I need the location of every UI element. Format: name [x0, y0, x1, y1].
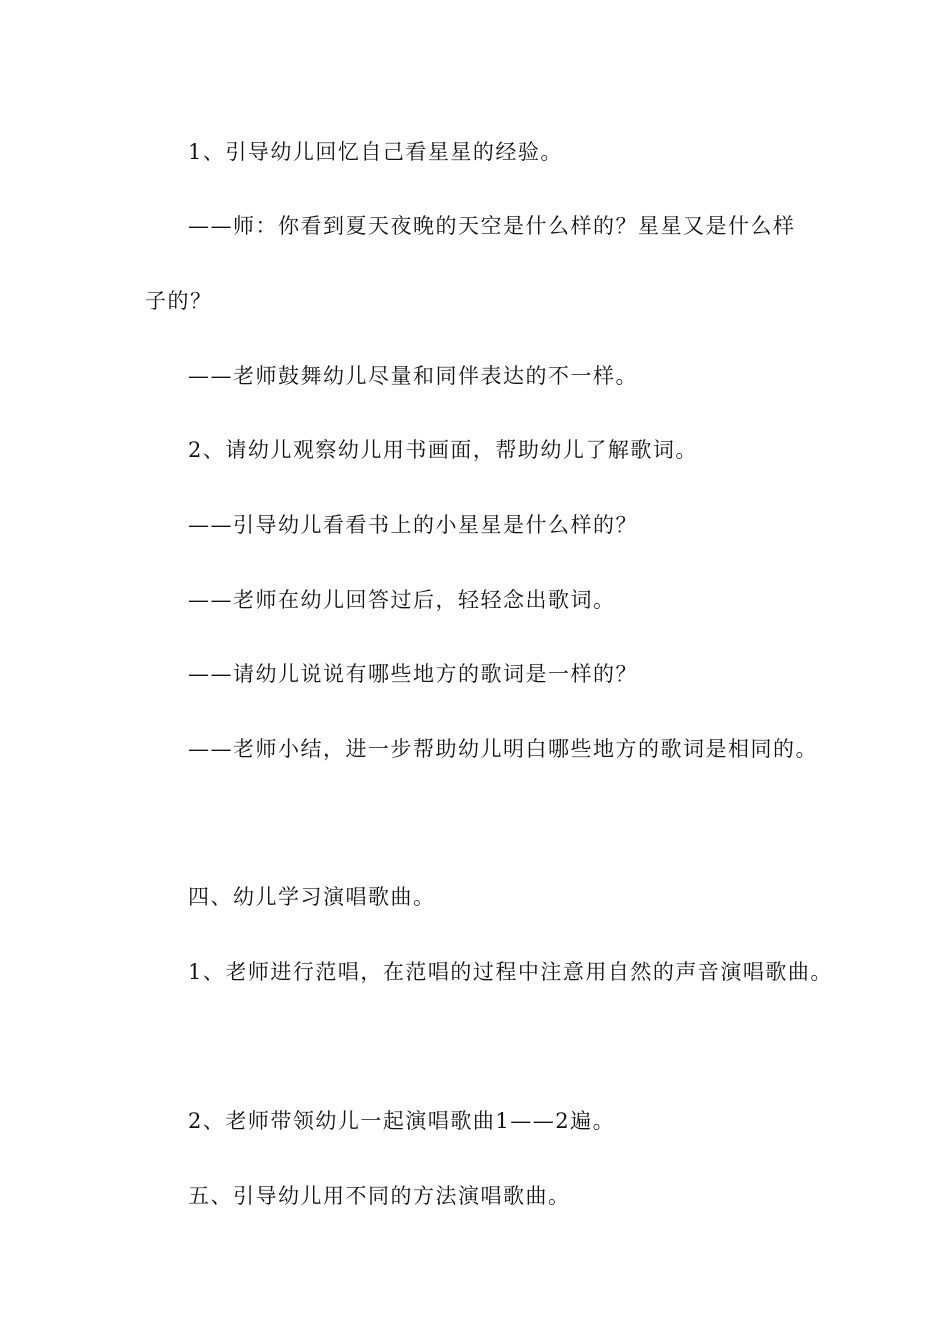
text-line-4: ——老师鼓舞幼儿尽量和同伴表达的不一样。	[188, 364, 638, 388]
text-line-12: 2、老师带领幼儿一起演唱歌曲1——2遍。	[188, 1109, 616, 1133]
text-line-8: ——请幼儿说说有哪些地方的歌词是一样的？	[188, 662, 638, 686]
section-heading-4: 四、幼儿学习演唱歌曲。	[188, 885, 436, 909]
text-line-3: 子的？	[145, 289, 213, 313]
text-line-6: ——引导幼儿看看书上的小星星是什么样的？	[188, 513, 638, 537]
text-line-7: ——老师在幼儿回答过后，轻轻念出歌词。	[188, 588, 616, 612]
text-line-9: ——老师小结，进一步帮助幼儿明白哪些地方的歌词是相同的。	[188, 737, 818, 761]
text-line-11: 1、老师进行范唱，在范唱的过程中注意用自然的声音演唱歌曲。	[188, 960, 833, 984]
text-line-1: 1、引导幼儿回忆自己看星星的经验。	[188, 140, 563, 164]
section-heading-5: 五、引导幼儿用不同的方法演唱歌曲。	[188, 1184, 571, 1208]
text-line-2: ——师：你看到夏天夜晚的天空是什么样的？星星又是什么样	[188, 214, 796, 238]
text-line-5: 2、请幼儿观察幼儿用书画面，帮助幼儿了解歌词。	[188, 438, 698, 462]
